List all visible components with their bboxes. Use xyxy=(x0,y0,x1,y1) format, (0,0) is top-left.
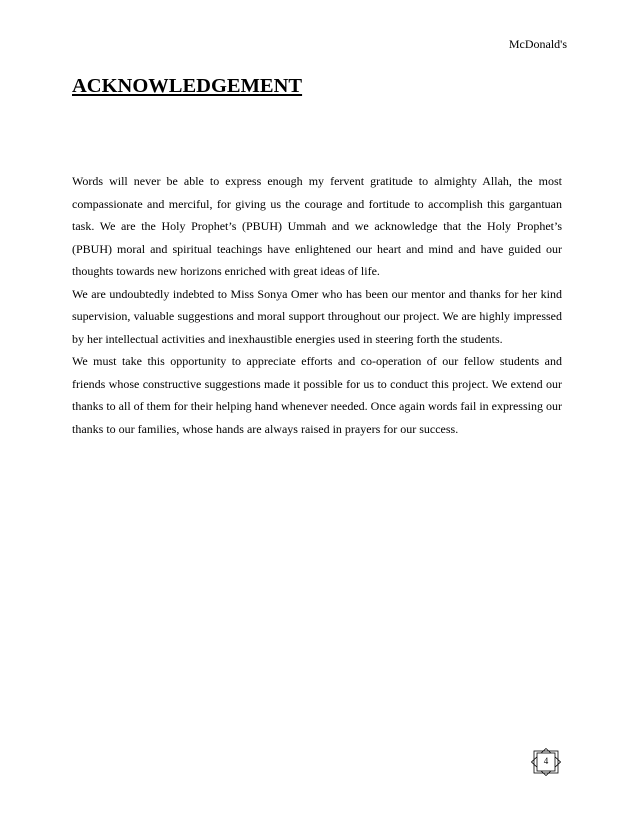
paragraph-gratitude: Words will never be able to express enough my fervent gratitude to almighty Allah, the most compassionate and merciful, for giving us the courage and fortitude to accomplish this gargantuan task. We are the Holy Prophet’s (PBUH) Ummah and we acknowledge that the Holy Prophet’s (PBUH) moral and spiritual teachings have enlightened our heart and mind and have guided our thoughts towards new horizons enriched with great ideas of life. xyxy=(72,174,562,278)
paragraph-mentor: We are undoubtedly indebted to Miss Sonya Omer who has been our mentor and thanks for her kind supervision, valuable suggestions and moral support throughout our project. We are highly impressed by her intellectual activities and inexhaustible energies used in steering forth the students. xyxy=(72,286,562,346)
running-header: McDonald's xyxy=(508,37,567,51)
body-text xyxy=(72,170,562,440)
paragraph-students-families: We must take this opportunity to appreciate efforts and co-operation of our fellow students and friends whose constructive suggestions made it possible for us to conduct this project. We extend our thanks to all of them for their helping hand whenever needed. Once again words fail in expressing our thanks to our families, whose hands are always raised in prayers for our success. xyxy=(72,354,562,436)
page-number: 4 xyxy=(543,756,549,766)
page-number-frame xyxy=(531,748,561,776)
page-title: ACKNOWLEDGEMENT xyxy=(72,75,303,97)
